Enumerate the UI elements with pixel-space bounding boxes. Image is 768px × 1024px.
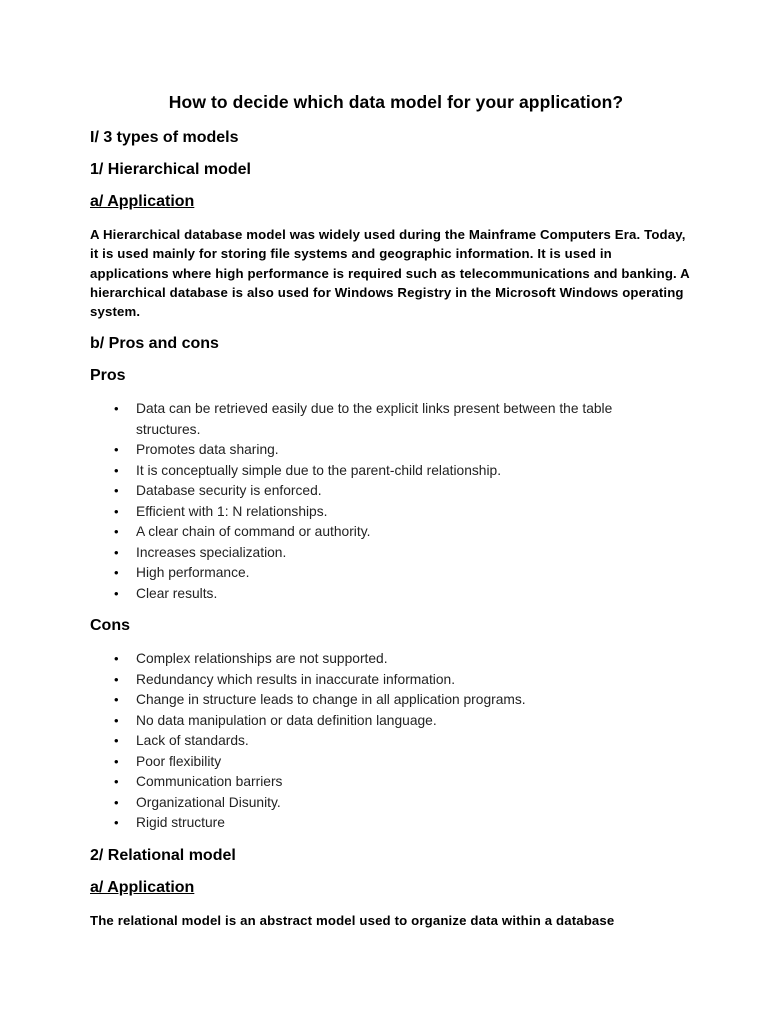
list-item-text: Communication barriers bbox=[136, 774, 283, 790]
bullet-icon: • bbox=[114, 524, 119, 540]
list-item bbox=[90, 399, 690, 440]
bullet-icon: • bbox=[114, 794, 119, 810]
list-item bbox=[90, 813, 690, 834]
pros-list bbox=[90, 399, 690, 604]
bullet-icon: • bbox=[114, 401, 119, 417]
list-item-text: Change in structure leads to change in all application programs. bbox=[136, 692, 526, 708]
bullet-icon: • bbox=[114, 462, 119, 478]
bullet-icon: • bbox=[114, 774, 119, 790]
relational-application-heading: a/ Application bbox=[90, 878, 195, 896]
list-item-text: Lack of standards. bbox=[136, 733, 249, 749]
list-item bbox=[90, 793, 690, 814]
list-item-text: A clear chain of command or authority. bbox=[136, 524, 371, 540]
list-item-text: Rigid structure bbox=[136, 815, 225, 831]
bullet-icon: • bbox=[114, 671, 119, 687]
list-item-text: Promotes data sharing. bbox=[136, 442, 279, 458]
list-item-text: Clear results. bbox=[136, 585, 218, 601]
list-item bbox=[90, 670, 690, 691]
list-item bbox=[90, 461, 690, 482]
list-item-text: Redundancy which results in inaccurate information. bbox=[136, 671, 456, 687]
relational-model-heading: 2/ Relational model bbox=[90, 846, 236, 864]
document-page bbox=[90, 92, 690, 944]
bullet-icon: • bbox=[114, 585, 119, 601]
bullet-icon: • bbox=[114, 815, 119, 831]
list-item bbox=[90, 440, 690, 461]
list-item-text: Complex relationships are not supported. bbox=[136, 651, 388, 667]
list-item-text: It is conceptually simple due to the parent-child relationship. bbox=[136, 462, 502, 478]
hierarchical-model-heading: 1/ Hierarchical model bbox=[90, 161, 251, 178]
cons-heading: Cons bbox=[90, 617, 130, 635]
list-item bbox=[90, 543, 690, 564]
list-item bbox=[90, 481, 690, 502]
list-item-text: No data manipulation or data definition language. bbox=[136, 712, 437, 728]
list-item-text: Database security is enforced. bbox=[136, 483, 322, 499]
list-item bbox=[90, 502, 690, 523]
bullet-icon: • bbox=[114, 483, 119, 499]
list-item bbox=[90, 731, 690, 752]
list-item bbox=[90, 772, 690, 793]
cons-list bbox=[90, 649, 690, 834]
bullet-icon: • bbox=[114, 503, 119, 519]
document-title: How to decide which data model for your application? bbox=[168, 92, 624, 112]
list-item bbox=[90, 584, 690, 605]
bullet-icon: • bbox=[114, 753, 119, 769]
list-item-text: High performance. bbox=[136, 565, 250, 581]
bullet-icon: • bbox=[114, 544, 119, 560]
list-item bbox=[90, 711, 690, 732]
list-item bbox=[90, 522, 690, 543]
bullet-icon: • bbox=[114, 442, 119, 458]
section-heading-types: I/ 3 types of models bbox=[90, 129, 239, 146]
bullet-icon: • bbox=[114, 692, 119, 708]
hierarchical-application-heading: a/ Application bbox=[90, 193, 195, 210]
list-item-text: Poor flexibility bbox=[136, 753, 222, 769]
bullet-icon: • bbox=[114, 651, 119, 667]
list-item bbox=[90, 752, 690, 773]
list-item bbox=[90, 649, 690, 670]
bullet-icon: • bbox=[114, 565, 119, 581]
pros-heading: Pros bbox=[90, 367, 126, 385]
list-item-text: Data can be retrieved easily due to the explicit links present between the table structures. bbox=[136, 401, 613, 437]
list-item bbox=[90, 690, 690, 711]
pros-cons-heading: b/ Pros and cons bbox=[90, 335, 219, 353]
list-item-text: Efficient with 1: N relationships. bbox=[136, 503, 328, 519]
bullet-icon: • bbox=[114, 733, 119, 749]
list-item bbox=[90, 563, 690, 584]
hierarchical-application-text: A Hierarchical database model was widely used during the Mainframe Computers Era. Today, it is used mainly for storing file systems and geographic information. It is used in applications where high performance is required such as telecommunications and banking. A hierarchical database is also used for Windows Registry in the Microsoft Windows operating system. bbox=[90, 227, 690, 320]
relational-application-text: The relational model is an abstract model used to organize data within a database bbox=[90, 912, 615, 928]
bullet-icon: • bbox=[114, 712, 119, 728]
list-item-text: Increases specialization. bbox=[136, 544, 287, 560]
list-item-text: Organizational Disunity. bbox=[136, 794, 281, 810]
